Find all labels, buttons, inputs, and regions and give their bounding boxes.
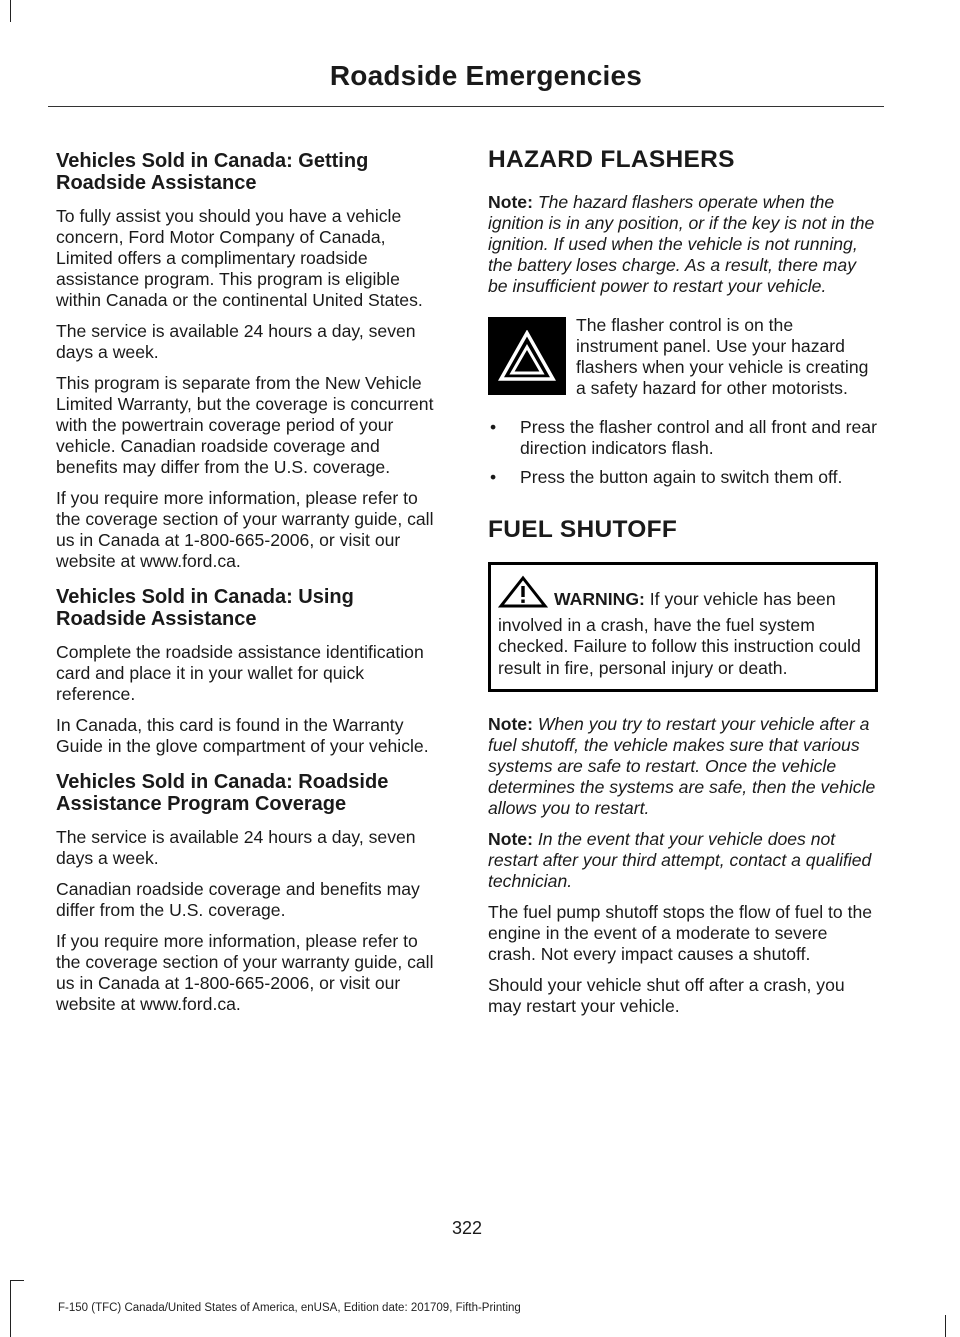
paragraph: The flasher control is on the instrument panel. Use your hazard flashers when your vehicle is creating a safety hazard for other motorists.	[576, 315, 869, 398]
bullet: •	[490, 417, 497, 437]
warning-box	[488, 562, 878, 692]
crop-mark	[10, 1280, 11, 1337]
paragraph: To fully assist you should you have a vehicle concern, Ford Motor Company of Canada, Limited offers a complimentary roadside assistance program. This program is eligible within Canada or the continental United States.	[56, 206, 423, 310]
list-item-text: Press the flasher control and all front and rear direction indicators flash.	[520, 417, 877, 458]
edition-footer: F-150 (TFC) Canada/United States of America, enUSA, Edition date: 201709, Fifth-Printing	[58, 1302, 521, 1314]
right-column	[488, 146, 878, 1027]
hazard-triangle-icon	[488, 317, 566, 395]
note-text: In the event that your vehicle does not restart after your third attempt, contact a qualified technician.	[488, 829, 872, 891]
note-text: When you try to restart your vehicle after a fuel shutoff, the vehicle makes sure that various systems are safe to restart. Once the vehicle determines the systems are safe, then the vehicle allows you to restart.	[488, 714, 876, 818]
bullet: •	[490, 467, 497, 487]
warning-triangle-icon	[498, 575, 548, 615]
note-label: Note:	[488, 192, 533, 212]
fuel-note	[488, 714, 878, 819]
section-heading-hazard-flashers: HAZARD FLASHERS	[488, 146, 735, 173]
hazard-note	[488, 192, 878, 297]
list-item-text: Press the button again to switch them off.	[520, 467, 843, 487]
crop-mark	[10, 0, 11, 22]
paragraph: The service is available 24 hours a day, seven days a week.	[56, 827, 416, 868]
header-rule	[48, 106, 884, 107]
page-number: 322	[451, 1218, 483, 1238]
paragraph: If you require more information, please refer to the coverage section of your warranty guide, call us in Canada at 1-800-665-2006, or visit our website at www.ford.ca.	[56, 931, 434, 1014]
note-text: The hazard flashers operate when the ignition is in any position, or if the key is not in the ignition. If used when the vehicle is not running, the battery loses charge. As a result, there may be insufficient power to restart your vehicle.	[488, 192, 875, 296]
section-heading-fuel-shutoff: FUEL SHUTOFF	[488, 516, 678, 543]
left-column	[56, 146, 446, 1025]
paragraph: The service is available 24 hours a day, seven days a week.	[56, 321, 416, 362]
warning-label: WARNING:	[554, 589, 645, 609]
note-label: Note:	[488, 714, 533, 734]
note-label: Note:	[488, 829, 533, 849]
paragraph: The fuel pump shutoff stops the flow of fuel to the engine in the event of a moderate to severe crash. Not every impact causes a shutoff.	[488, 902, 873, 964]
paragraph: In Canada, this card is found in the Warranty Guide in the glove compartment of your vehicle.	[56, 715, 429, 756]
section-heading-getting-assistance: Vehicles Sold in Canada: Getting Roadside Assistance	[56, 150, 369, 194]
paragraph: This program is separate from the New Vehicle Limited Warranty, but the coverage is concurrent with the powertrain coverage period of your vehicle. Canadian roadside coverage and benefits may differ from the U.S. coverage.	[56, 373, 434, 477]
paragraph: Canadian roadside coverage and benefits may differ from the U.S. coverage.	[56, 879, 420, 920]
flasher-control-description	[488, 315, 878, 409]
warning-text: If your vehicle has been involved in a crash, have the fuel system checked. Failure to follow this instruction could result in fire, personal injury or death.	[498, 589, 861, 678]
page-title: Roadside Emergencies	[329, 60, 642, 91]
section-heading-using-assistance: Vehicles Sold in Canada: Using Roadside Assistance	[56, 586, 354, 630]
paragraph: Should your vehicle shut off after a crash, you may restart your vehicle.	[488, 975, 845, 1016]
section-heading-program-coverage: Vehicles Sold in Canada: Roadside Assistance Program Coverage	[56, 771, 389, 815]
list-item	[488, 467, 878, 488]
crop-mark	[10, 1280, 24, 1281]
paragraph: If you require more information, please refer to the coverage section of your warranty guide, call us in Canada at 1-800-665-2006, or visit our website at www.ford.ca.	[56, 488, 434, 571]
paragraph: Complete the roadside assistance identification card and place it in your wallet for quick reference.	[56, 642, 424, 704]
crop-mark	[945, 1315, 946, 1337]
list-item	[488, 417, 878, 459]
fuel-note	[488, 829, 878, 892]
hazard-bullet-list	[488, 417, 878, 488]
